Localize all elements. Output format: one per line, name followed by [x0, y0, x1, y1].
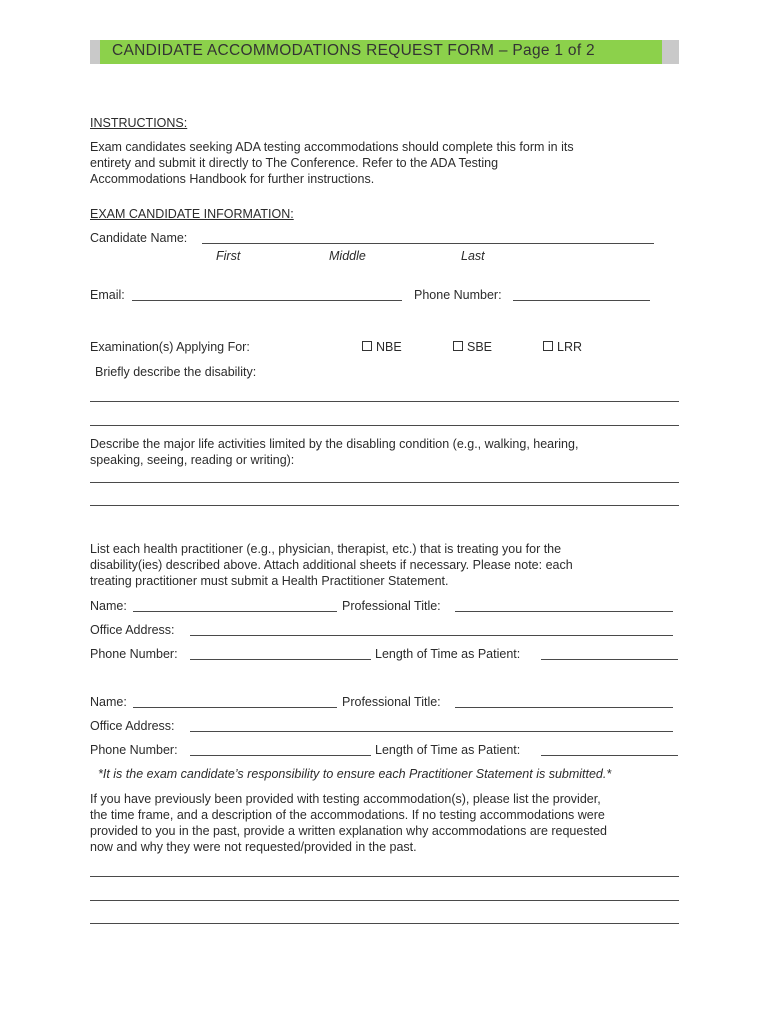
- checkbox-icon[interactable]: [543, 341, 553, 351]
- instructions-heading: INSTRUCTIONS:: [90, 116, 188, 130]
- checkbox-icon[interactable]: [453, 341, 463, 351]
- candidate-name-label: Candidate Name:: [90, 231, 188, 245]
- practitioner-1-title-field[interactable]: [455, 611, 673, 612]
- practitioner-1-length-field[interactable]: [541, 659, 678, 660]
- candidate-name-field[interactable]: [202, 243, 654, 244]
- first-name-caption: First: [216, 249, 241, 263]
- instructions-line-3: Accommodations Handbook for further instructions.: [90, 172, 375, 186]
- header-banner: [90, 40, 679, 64]
- candidate-phone-label: Phone Number:: [414, 288, 502, 302]
- candidate-phone-field[interactable]: [513, 300, 650, 301]
- practitioners-line-2: disability(ies) described above. Attach additional sheets if necessary. Please note: each: [90, 558, 573, 572]
- previous-field-line-2[interactable]: [90, 900, 679, 901]
- practitioner-1-office-label: Office Address:: [90, 623, 175, 637]
- practitioner-2-office-label: Office Address:: [90, 719, 175, 733]
- practitioner-2-title-label: Professional Title:: [342, 695, 441, 709]
- disability-label: Briefly describe the disability:: [95, 365, 257, 379]
- email-label: Email:: [90, 288, 125, 302]
- exam-option-lrr[interactable]: [543, 339, 582, 355]
- middle-name-caption: Middle: [329, 249, 366, 263]
- practitioner-2-length-field[interactable]: [541, 755, 678, 756]
- instructions-line-1: Exam candidates seeking ADA testing accommodations should complete this form in its: [90, 140, 574, 154]
- practitioner-2-office-field[interactable]: [190, 731, 673, 732]
- practitioner-1-phone-field[interactable]: [190, 659, 371, 660]
- activities-line-1: Describe the major life activities limited by the disabling condition (e.g., walking, hearing,: [90, 437, 579, 451]
- activities-line-2: speaking, seeing, reading or writing):: [90, 453, 295, 467]
- previous-line-4: now and why they were not requested/provided in the past.: [90, 840, 417, 854]
- practitioner-1-length-label: Length of Time as Patient:: [375, 647, 521, 661]
- previous-line-3: provided to you in the past, provide a written explanation why accommodations are requested: [90, 824, 607, 838]
- exam-option-lrr-label: LRR: [557, 340, 583, 354]
- exam-option-sbe-label: SBE: [467, 340, 493, 354]
- previous-line-2: the time frame, and a description of the accommodations. If no testing accommodations were: [90, 808, 605, 822]
- exam-option-nbe[interactable]: [362, 339, 402, 355]
- exam-option-nbe-label: NBE: [376, 340, 402, 354]
- exam-option-sbe[interactable]: [453, 339, 492, 355]
- email-field[interactable]: [132, 300, 402, 301]
- practitioners-line-1: List each health practitioner (e.g., physician, therapist, etc.) that is treating you for the: [90, 542, 562, 556]
- disability-field-line-2[interactable]: [90, 425, 679, 426]
- practitioner-2-name-label: Name:: [90, 695, 127, 709]
- practitioner-2-title-field[interactable]: [455, 707, 673, 708]
- practitioner-note: *It is the exam candidate’s responsibility to ensure each Practitioner Statement is submitted.*: [98, 767, 612, 781]
- practitioner-1-title-label: Professional Title:: [342, 599, 441, 613]
- form-title: CANDIDATE ACCOMMODATIONS REQUEST FORM – Page 1 of 2: [112, 42, 595, 59]
- instructions-line-2: entirety and submit it directly to The Conference. Refer to the ADA Testing: [90, 156, 499, 170]
- practitioner-2-name-field[interactable]: [133, 707, 337, 708]
- activities-field-line-1[interactable]: [90, 482, 679, 483]
- practitioners-line-3: treating practitioner must submit a Health Practitioner Statement.: [90, 574, 449, 588]
- last-name-caption: Last: [461, 249, 485, 263]
- practitioner-1-phone-label: Phone Number:: [90, 647, 178, 661]
- previous-line-1: If you have previously been provided with testing accommodation(s), please list the provider,: [90, 792, 601, 806]
- practitioner-2-phone-field[interactable]: [190, 755, 371, 756]
- practitioner-1-name-field[interactable]: [133, 611, 337, 612]
- practitioner-2-phone-label: Phone Number:: [90, 743, 178, 757]
- checkbox-icon[interactable]: [362, 341, 372, 351]
- practitioner-2-length-label: Length of Time as Patient:: [375, 743, 521, 757]
- previous-field-line-1[interactable]: [90, 876, 679, 877]
- practitioner-1-name-label: Name:: [90, 599, 127, 613]
- disability-field-line-1[interactable]: [90, 401, 679, 402]
- exam-label: Examination(s) Applying For:: [90, 340, 250, 354]
- practitioner-1-office-field[interactable]: [190, 635, 673, 636]
- candidate-heading: EXAM CANDIDATE INFORMATION:: [90, 207, 294, 221]
- activities-field-line-2[interactable]: [90, 505, 679, 506]
- previous-field-line-3[interactable]: [90, 923, 679, 924]
